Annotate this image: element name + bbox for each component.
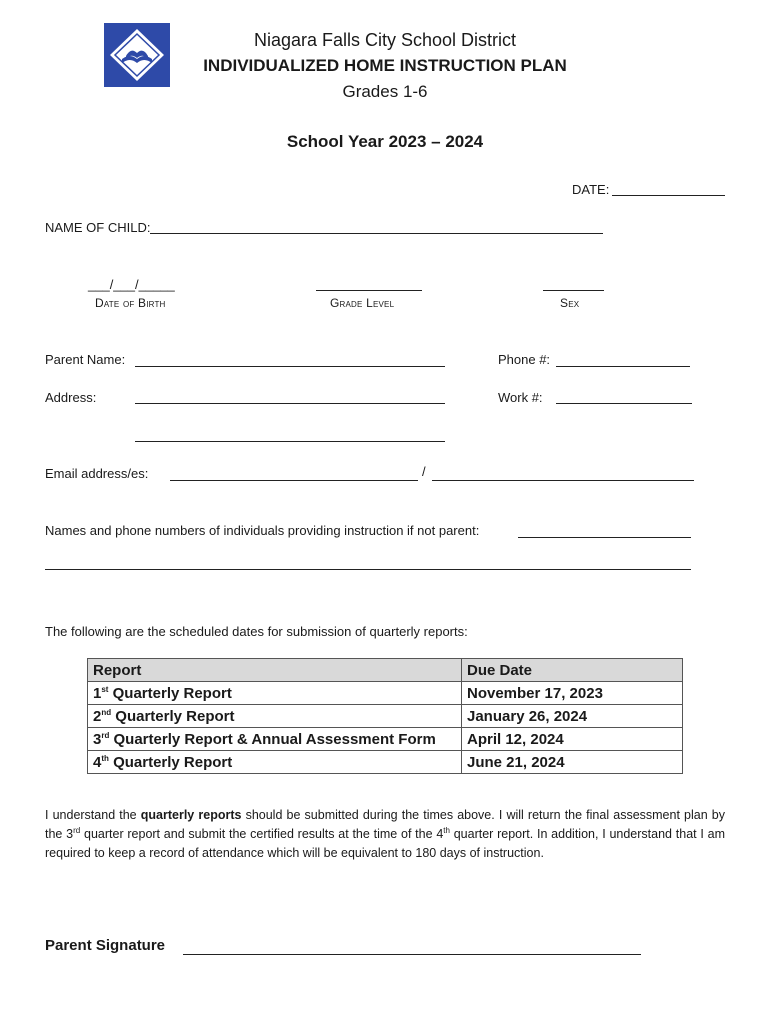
table-row: [88, 682, 683, 705]
report-column-header: Report: [88, 659, 462, 682]
dob-caption: Date of Birth: [95, 296, 166, 310]
quarterly-reports-table: [87, 658, 683, 774]
schedule-intro: The following are the scheduled dates for submission of quarterly reports:: [45, 624, 468, 639]
report-cell: 2nd Quarterly Report: [88, 705, 462, 728]
phone-field[interactable]: [556, 366, 690, 367]
instructors-field-line1[interactable]: [518, 537, 691, 538]
due-date-cell: April 12, 2024: [462, 728, 683, 751]
plan-title: INDIVIDUALIZED HOME INSTRUCTION PLAN: [203, 56, 567, 75]
parent-name-label: Parent Name:: [45, 352, 126, 367]
due-date-cell: November 17, 2023: [462, 682, 683, 705]
district-name: Niagara Falls City School District: [253, 30, 517, 50]
phone-label: Phone #:: [498, 352, 551, 367]
address-field-line1[interactable]: [135, 403, 445, 404]
sex-field[interactable]: [543, 290, 604, 291]
due-date-cell: January 26, 2024: [462, 705, 683, 728]
child-name-label: NAME OF CHILD:: [45, 220, 151, 235]
address-field-line2[interactable]: [135, 441, 445, 442]
grade-level-caption: Grade Level: [330, 296, 395, 310]
report-cell: 1st Quarterly Report: [88, 682, 462, 705]
email-field-1[interactable]: [170, 480, 418, 481]
child-name-field[interactable]: [150, 233, 603, 234]
dob-field[interactable]: ___/___/_____: [88, 277, 175, 292]
address-label: Address:: [45, 390, 97, 405]
attendance-statement: I understand the quarterly reports should be submitted during the times above. I will return the final assessment plan by the 3rd quarter report and submit the certified results at the time of the 4th quarter report. In addition, I understand that I am required to keep a record of attendance which will be equivalent to 180 days of instruction.: [45, 808, 726, 860]
work-phone-field[interactable]: [556, 403, 692, 404]
school-year: School Year 2023 – 2024: [286, 132, 484, 151]
date-label: DATE:: [572, 182, 610, 197]
district-logo: [104, 23, 170, 87]
table-row: [88, 728, 683, 751]
report-cell: 3rd Quarterly Report & Annual Assessment Form: [88, 728, 462, 751]
work-label: Work #:: [498, 390, 543, 405]
instructors-field-line2[interactable]: [45, 569, 691, 570]
parent-signature-field[interactable]: [183, 954, 641, 955]
table-row: [88, 751, 683, 774]
parent-signature-label: Parent Signature: [45, 937, 166, 954]
table-row: [88, 705, 683, 728]
sex-caption: Sex: [560, 296, 580, 310]
instructors-label: Names and phone numbers of individuals providing instruction if not parent:: [45, 523, 480, 538]
due-date-cell: June 21, 2024: [462, 751, 683, 774]
due-date-column-header: Due Date: [462, 659, 683, 682]
grades-label: Grades 1-6: [342, 82, 428, 101]
report-cell: 4th Quarterly Report: [88, 751, 462, 774]
grade-level-field[interactable]: [316, 290, 422, 291]
parent-name-field[interactable]: [135, 366, 445, 367]
table-header-row: [88, 659, 683, 682]
open-book-diamond-icon: [104, 23, 170, 87]
email-label: Email address/es:: [45, 466, 149, 481]
date-field[interactable]: [612, 195, 725, 196]
email-field-2[interactable]: [432, 480, 694, 481]
email-separator: /: [422, 464, 426, 479]
